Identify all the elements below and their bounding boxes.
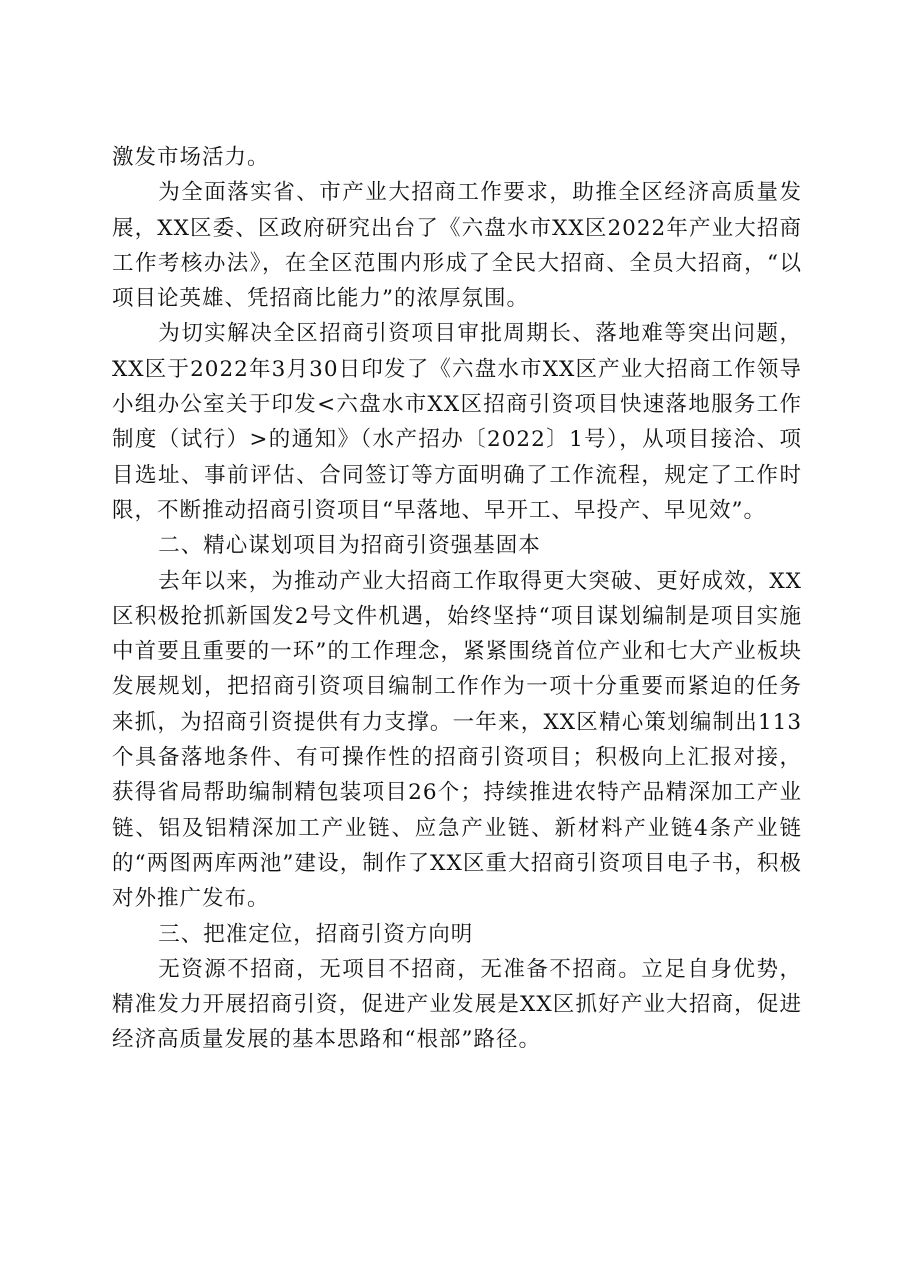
paragraph-positioning: 无资源不招商，无项目不招商，无准备不招商。立足自身优势，精准发力开展招商引资，促进产业发展是XX区抓好产业大招商，促进经济高质量发展的基本思路和“根部”路径。 xyxy=(112,956,802,1053)
paragraph-assessment-measures: 为全面落实省、市产业大招商工作要求，助推全区经济高质量发展，XX区委、区政府研究出台了《六盘水市XX区2022年产业大招商工作考核办法》，在全区范围内形成了全民大招商、全员大招商，“以项目论英雄、凭招商比能力”的浓厚氛围。 xyxy=(112,180,802,312)
paragraph-project-planning: 去年以来，为推动产业大招商工作取得更大突破、更好成效，XX区积极抢抓新国发2号文件机遇，始终坚持“项目谋划编制是项目实施中首要且重要的一环”的工作理念，紧紧围绕首位产业和七大产业板块发展规划，把招商引资项目编制工作作为一项十分重要而紧迫的任务来抓，为招商引资提供有力支撑。一年来，XX区精心策划编制出113个具备落地条件、有可操作性的招商引资项目；积极向上汇报对接，获得省局帮助编制精包装项目26个；持续推进农特产品精深加工产业链、铝及铝精深加工产业链、应急产业链、新材料产业链4条产业链的“两图两库两池”建设，制作了XX区重大招商引资项目电子书，积极对外推广发布。 xyxy=(112,568,802,912)
paragraph-fast-landing-service: 为切实解决全区招商引资项目审批周期长、落地难等突出问题，XX区于2022年3月30日印发了《六盘水市XX区产业大招商工作领导小组办公室关于印发<六盘水市XX区招商引资项目快速落地服务工作制度（试行）>的通知》（水产招办〔2022〕1号），从项目接洽、项目选址、事前评估、合同签订等方面明确了工作流程，规定了工作时限，不断推动招商引资项目“早落地、早开工、早投产、早见效”。 xyxy=(112,321,802,523)
document-body xyxy=(112,140,802,1058)
paragraph-continuation: 激发市场活力。 xyxy=(112,145,270,170)
section-heading-3: 三、把准定位，招商引资方向明 xyxy=(158,921,474,947)
section-heading-2: 二、精心谋划项目为招商引资强基固本 xyxy=(158,533,541,559)
